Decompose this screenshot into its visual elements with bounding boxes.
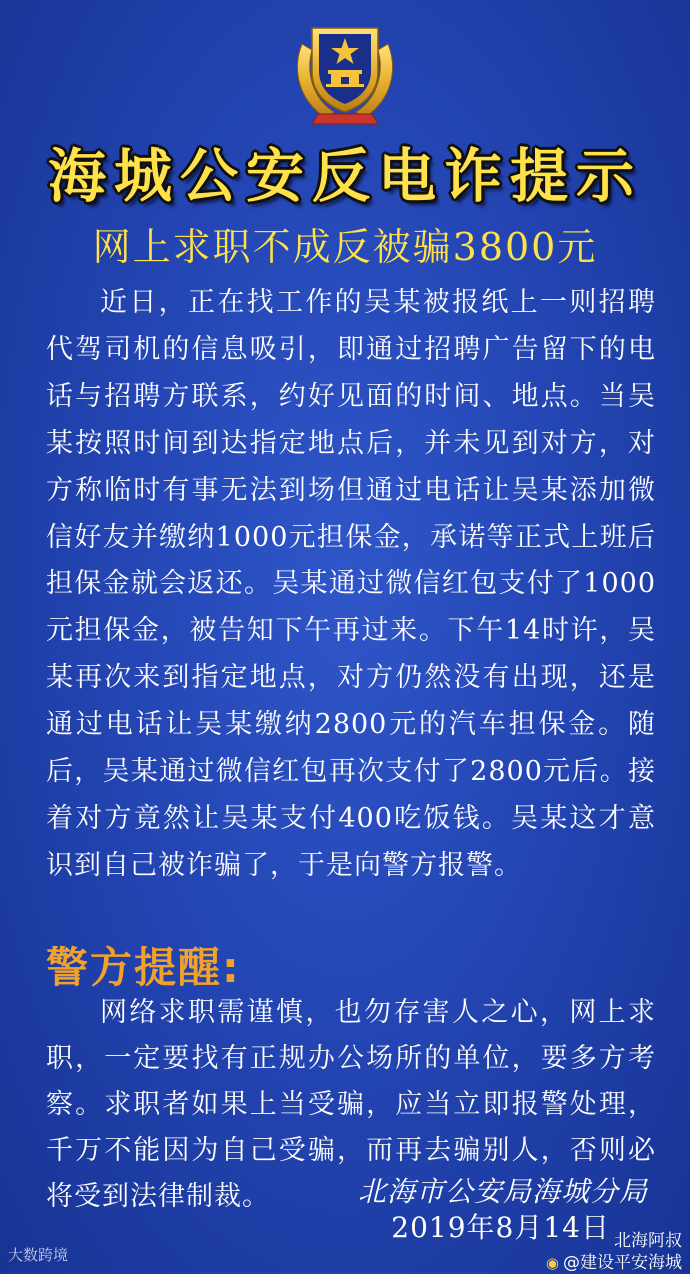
watermark-left-label: 大数跨境: [8, 1246, 69, 1264]
watermark-right-line2: @建设平安海城: [563, 1253, 682, 1273]
police-emblem-icon: [288, 14, 402, 130]
page-title: 海城公安反电诈提示: [47, 142, 642, 210]
issue-date: 2019年8月14日: [391, 1211, 610, 1244]
watermark-right-line1: 北海阿叔: [614, 1231, 682, 1251]
issuer-name: 北海市公安局海城分局: [357, 1175, 648, 1208]
page-subtitle: 网上求职不成反被骗3800元: [92, 225, 598, 269]
watermark-left: [8, 1244, 68, 1266]
warning-text: 网络求职需谨慎，也勿存害人之心，网上求职，一定要找有正规办公场所的单位，要多方考察。求职者如果上当受骗，应当立即报警处理，千万不能因为自己受骗，而再去骗别人，否则必将受到法律制裁。: [46, 997, 656, 1212]
weibo-icon: ◉: [545, 1254, 559, 1272]
watermark-right: [546, 1230, 682, 1274]
case-description: 近日，正在找工作的吴某被报纸上一则招聘代驾司机的信息吸引，即通过招聘广告留下的电话与招聘方联系，约好见面的时间、地点。当吴某按照时间到达指定地点后，并未见到对方，对方称临时有事无法到场但通过电话让吴某添加微信好友并缴纳1000元担保金，承诺等正式上班后担保金就会返还。吴某通过微信红包支付了1000元担保金，被告知下午再过来。下午14时许，吴某再次来到指定地点，对方仍然没有出现，还是通过电话让吴某缴纳2800元的汽车担保金。随后，吴某通过微信红包再次支付了2800元后。接着对方竟然让吴某支付400吃饭钱。吴某这才意识到自己被诈骗了，于是向警方报警。: [46, 287, 656, 881]
watermark-right-line2-wrap: [546, 1252, 682, 1274]
warning-heading: 警方提醒:: [46, 943, 241, 992]
